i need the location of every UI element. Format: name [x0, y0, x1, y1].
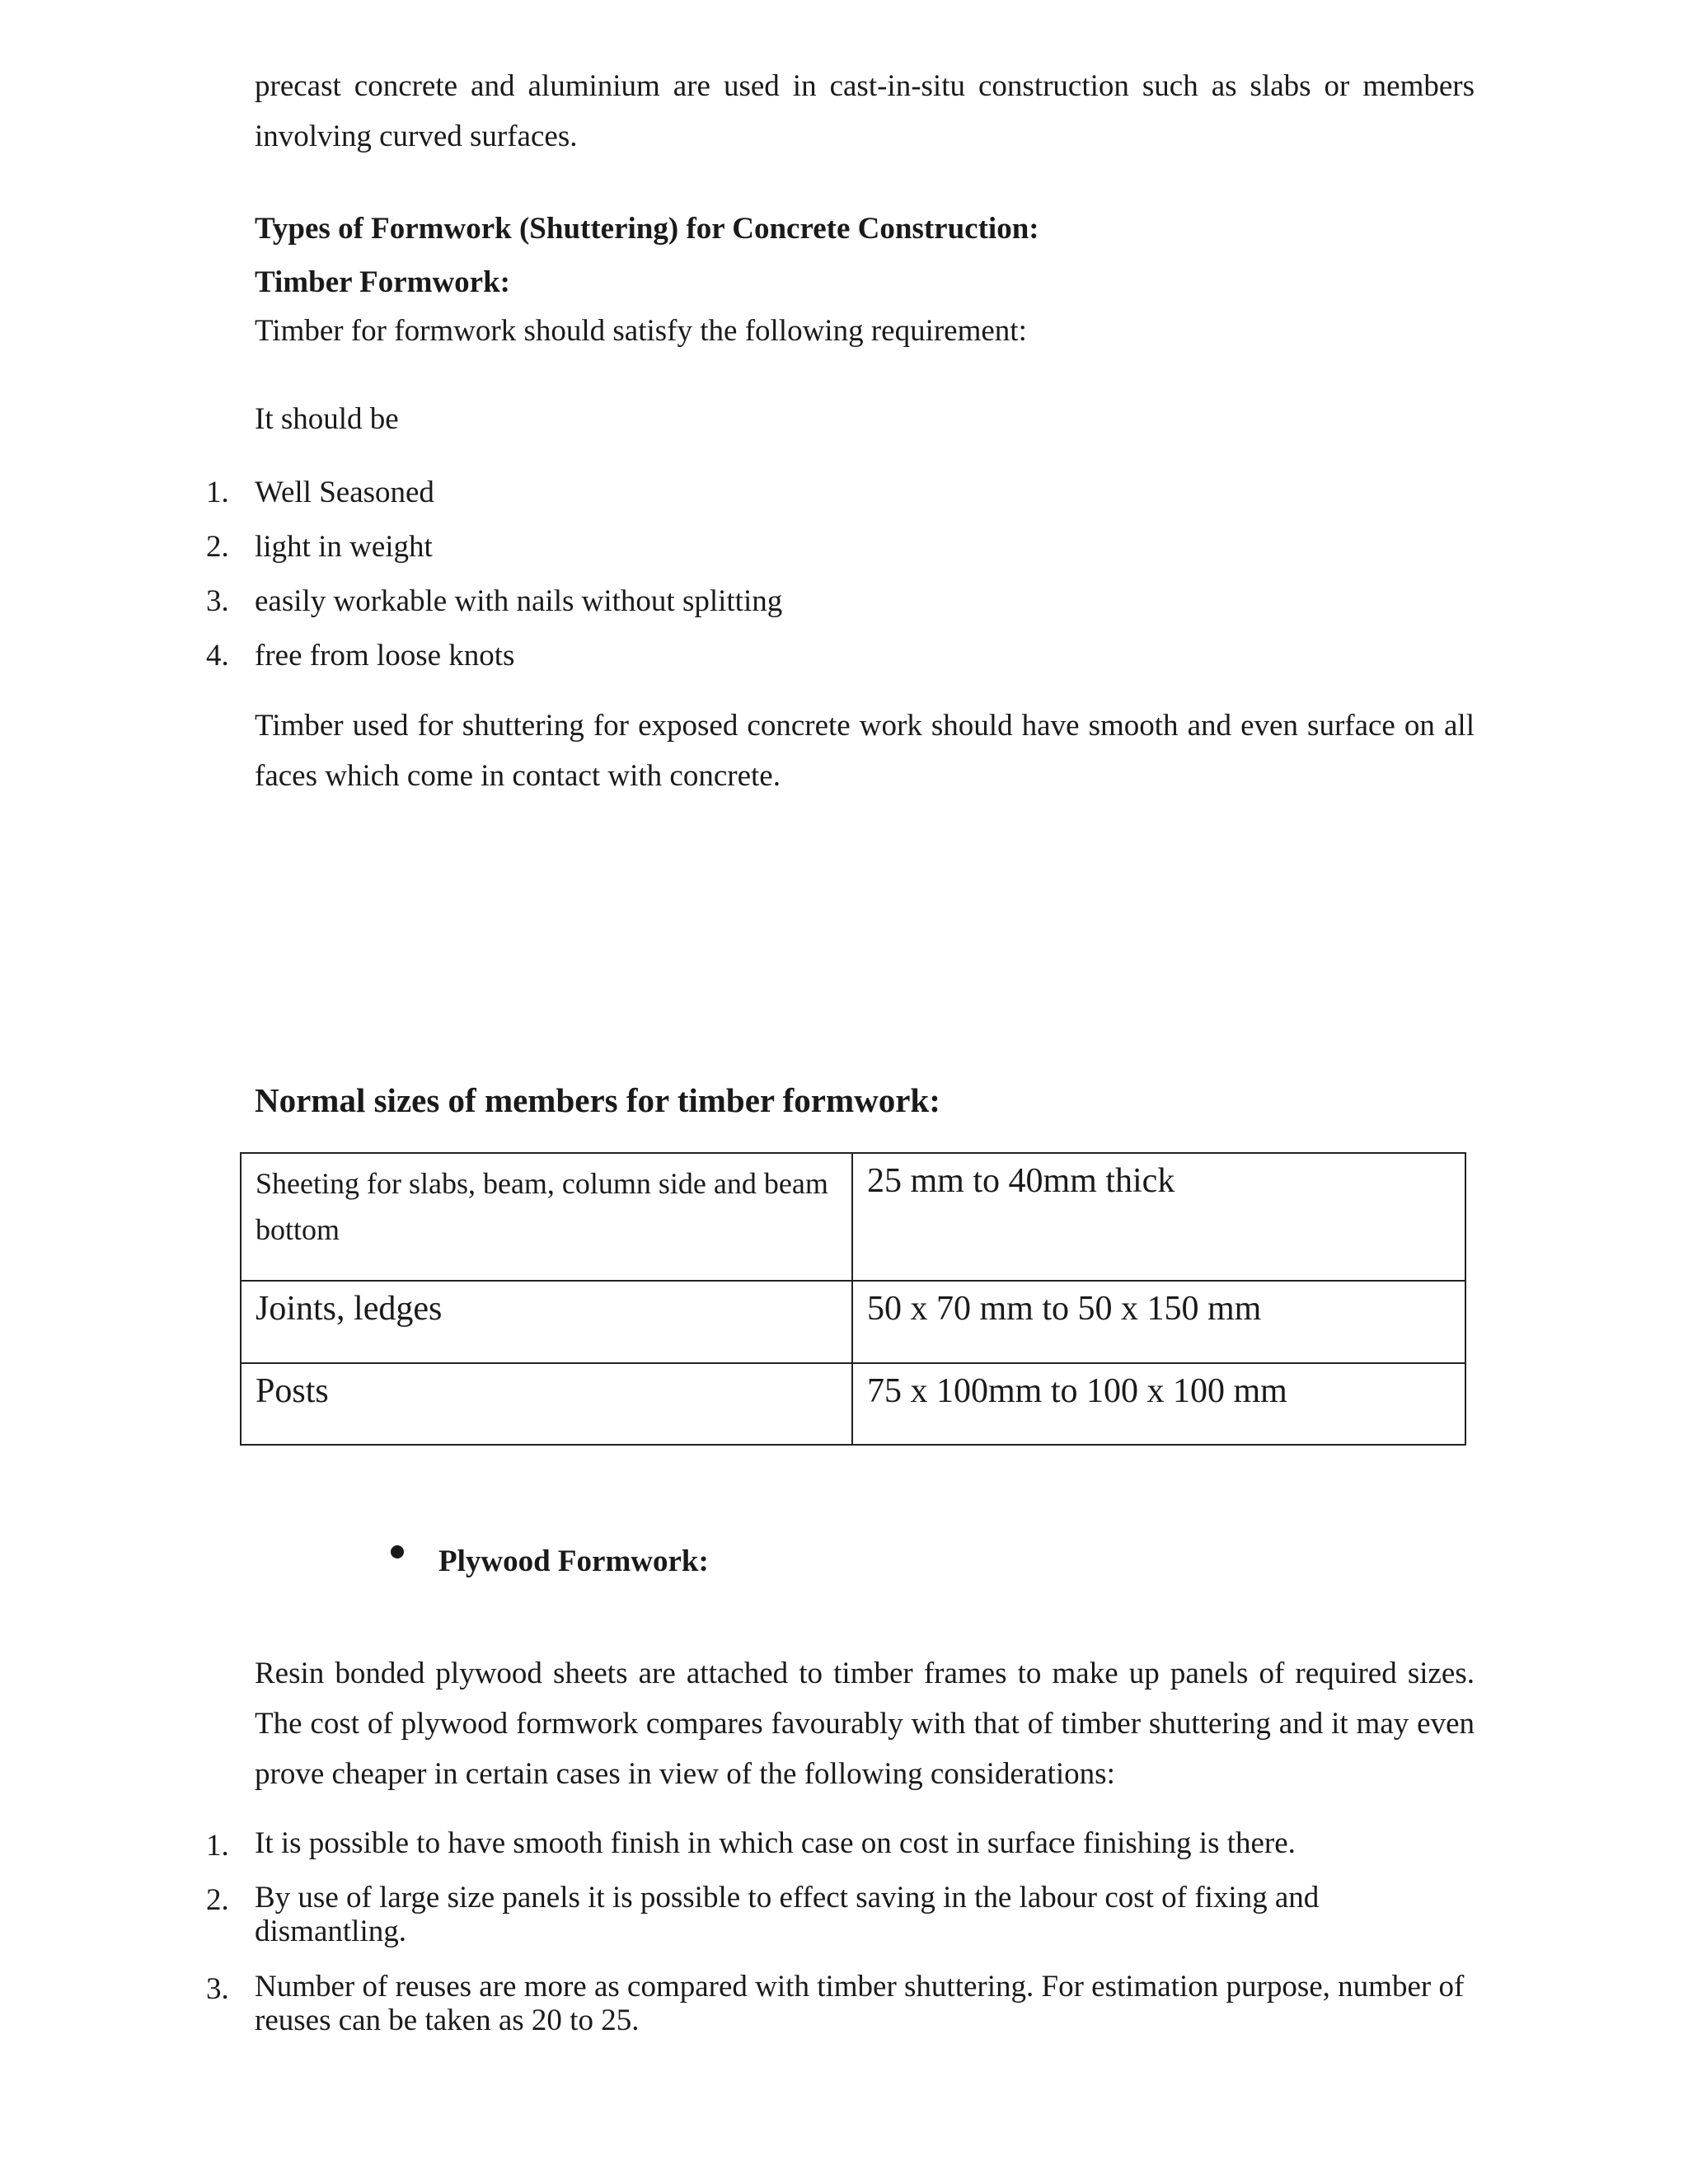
sizes-heading: Normal sizes of members for timber formwork:: [255, 1081, 940, 1119]
plywood-paragraph: Resin bonded plywood sheets are attached to timber frames to make up panels of required sizes. The cost of plywood formwork compares favourably with that of timber shuttering and it may even prove cheaper in certain cases in view of the following considerations:: [255, 1657, 1475, 1791]
table-row: [241, 1281, 1465, 1363]
member-cell: Sheeting for slabs, beam, column side and beam bottom: [241, 1153, 852, 1281]
list-text: Number of reuses are more as compared with timber shuttering. For estimation purpose, number of reuses can be taken as 20 to 25.: [255, 1970, 1465, 2037]
exposed-concrete-paragraph: Timber used for shuttering for exposed concrete work should have smooth and even surface on all faces which come in contact with concrete.: [255, 709, 1475, 793]
list-number: 1.: [206, 1829, 229, 1863]
list-number: 4.: [206, 639, 229, 673]
timber-heading: Timber Formwork:: [255, 265, 511, 299]
list-number: 2.: [206, 530, 229, 564]
list-number: 2.: [206, 1883, 229, 1917]
list-number: 3.: [206, 1972, 229, 2006]
member-cell: Posts: [241, 1363, 852, 1445]
sizes-table: [240, 1152, 1466, 1446]
list-text: free from loose knots: [255, 639, 515, 673]
size-cell: 50 x 70 mm to 50 x 150 mm: [852, 1281, 1465, 1363]
table-row: [241, 1153, 1465, 1281]
plywood-heading: Plywood Formwork:: [438, 1544, 709, 1578]
timber-requirement-text: Timber for formwork should satisfy the following requirement:: [255, 314, 1027, 348]
list-text: Well Seasoned: [255, 476, 434, 509]
list-number: 3.: [206, 584, 229, 618]
list-number: 1.: [206, 476, 229, 509]
it-should-be-text: It should be: [255, 402, 399, 436]
size-cell: 75 x 100mm to 100 x 100 mm: [852, 1363, 1465, 1445]
list-text: easily workable with nails without splitting: [255, 584, 783, 618]
intro-paragraph: precast concrete and aluminium are used in cast-in-situ construction such as slabs or members involving curved surfaces.: [255, 69, 1475, 153]
bullet-icon: [391, 1545, 404, 1558]
list-text: By use of large size panels it is possible to effect saving in the labour cost of fixing and dismantling.: [255, 1881, 1320, 1948]
types-heading: Types of Formwork (Shuttering) for Concrete Construction:: [255, 212, 1039, 246]
size-cell: 25 mm to 40mm thick: [852, 1153, 1465, 1281]
table-row: [241, 1363, 1465, 1445]
list-text: It is possible to have smooth finish in which case on cost in surface finishing is there.: [255, 1826, 1296, 1860]
list-text: light in weight: [255, 530, 433, 564]
member-cell: Joints, ledges: [241, 1281, 852, 1363]
